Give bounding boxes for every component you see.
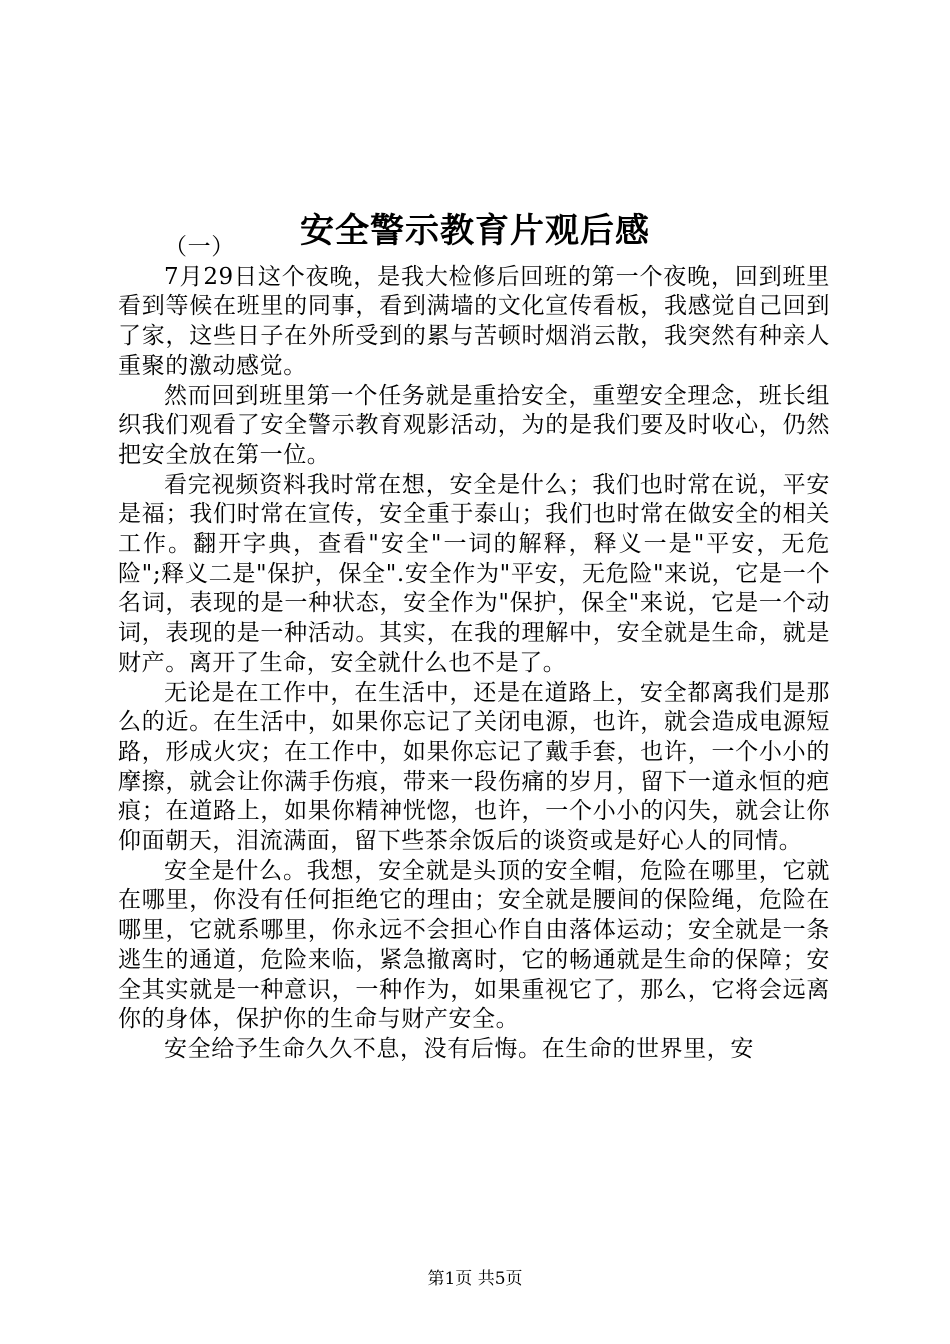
document-body: [118, 233, 830, 1065]
paragraph-3: 看完视频资料我时常在想，安全是什么；我们也时常在说，平安是福；我们时常在宣传，安全重于泰山；我们也时常在做安全的相关工作。翻开字典，查看"安全"一词的解释，释义一是"平安，无危险";释义二是"保护，保全".安全作为"平安，无危险"来说，它是一个名词，表现的是一种状态，安全作为"保护，保全"来说，它是一个动词，表现的是一种活动。其实，在我的理解中，安全就是生命，就是财产。离开了生命，安全就什么也不是了。: [118, 471, 830, 676]
document-title: 安全警示教育片观后感: [300, 210, 650, 251]
page-footer: 第1页 共5页: [427, 1269, 523, 1289]
paragraph-6: 安全给予生命久久不息，没有后悔。在生命的世界里，安: [164, 1035, 754, 1062]
paragraph-1: 7月29日这个夜晚，是我大检修后回班的第一个夜晚，回到班里看到等候在班里的同事，看到满墙的文化宣传看板，我感觉自己回到了家，这些日子在外所受到的累与苦顿时烟消云散，我突然有种亲人重聚的激动感觉。: [118, 263, 830, 379]
paragraph-4: 无论是在工作中，在生活中，还是在道路上，安全都离我们是那么的近。在生活中，如果你忘记了关闭电源，也许，就会造成电源短路，形成火灾；在工作中，如果你忘记了戴手套，也许，一个小小的摩擦，就会让你满手伤痕，带来一段伤痛的岁月，留下一道永恒的疤痕；在道路上，如果你精神恍惚，也许，一个小小的闪失，就会让你仰面朝天，泪流满面，留下些茶余饭后的谈资或是好心人的同情。: [118, 679, 830, 855]
paragraph-2: 然而回到班里第一个任务就是重拾安全，重塑安全理念，班长组织我们观看了安全警示教育观影活动，为的是我们要及时收心，仍然把安全放在第一位。: [118, 382, 830, 468]
paragraph-5: 安全是什么。我想，安全就是头顶的安全帽，危险在哪里，它就在哪里，你没有任何拒绝它的理由；安全就是腰间的保险绳，危险在哪里，它就系哪里，你永远不会担心作自由落体运动；安全就是一条逃生的通道，危险来临，紧急撤离时，它的畅通就是生命的保障；安全其实就是一种意识，一种作为，如果重视它了，那么，它将会远离你的身体，保护你的生命与财产安全。: [118, 857, 830, 1033]
section-mark: （一）: [164, 234, 235, 260]
